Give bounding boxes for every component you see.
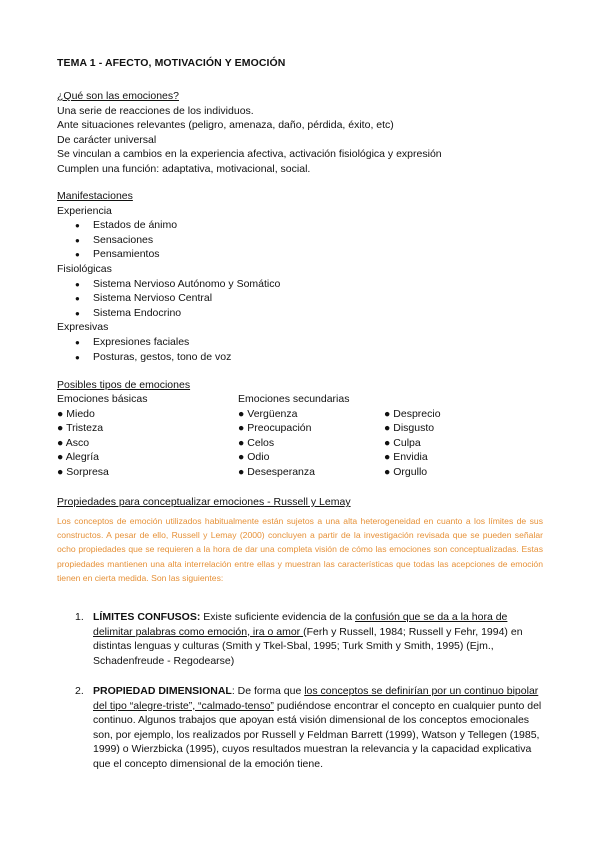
item-underlined-text: los conceptos se definirían por un continuo bipolar del tipo “alegre-triste”, “calmado-tenso” — [93, 685, 539, 712]
what-line: Cumplen una función: adaptativa, motivacional, social. — [57, 162, 311, 175]
list-item: ● Disgusto — [384, 422, 435, 435]
list-item: ● Posturas, gestos, tono de voz — [57, 350, 557, 365]
list-item: ● Sensaciones — [57, 233, 557, 248]
list-item: ● Sistema Endocrino — [57, 306, 557, 321]
list-item: ● Sistema Nervioso Autónomo y Somático — [57, 277, 557, 292]
item-title: PROPIEDAD DIMENSIONAL — [93, 685, 232, 697]
what-line: De carácter universal — [57, 133, 157, 146]
what-heading: ¿Qué son las emociones? — [57, 90, 179, 102]
list-item: ● Alegría — [57, 451, 99, 464]
group-label: Experiencia — [57, 204, 112, 217]
item-number: 2. — [75, 685, 84, 697]
manifestations-heading: Manifestaciones — [57, 190, 133, 202]
secondary-emotions-column-a — [238, 392, 349, 480]
what-line: Una serie de reacciones de los individuos. — [57, 104, 254, 117]
property-item — [57, 684, 543, 772]
item-title: LÍMITES CONFUSOS: — [93, 611, 201, 623]
what-section — [57, 89, 557, 177]
list-item: ● Culpa — [384, 436, 421, 449]
types-section — [57, 378, 557, 393]
page-title: TEMA 1 - AFECTO, MOTIVACIÓN Y EMOCIÓN — [57, 57, 286, 69]
item-text: pudiéndose encontrar el concepto en cualquier punto del continuo. Algunos trabajos que apoyan está visión dimensional de los conceptos emocionales son, por ejemplo, los realizados por Russell y Feldman Barrett (1999), Watson y Tellegen (1985, 1999) o Wierzbicka (1995), cuyos resultados muestran la relevancia y la capacidad explicativa que el concepto dimensional de la emoción tiene. — [93, 699, 542, 770]
properties-heading: Propiedades para conceptualizar emociones - Russell y Lemay — [57, 496, 351, 508]
list-item: ● Pensamientos — [57, 247, 557, 262]
group-label: Fisiológicas — [57, 262, 112, 275]
basic-emotions-column — [57, 392, 147, 480]
list-item: ● Vergüenza — [238, 407, 298, 420]
secondary-emotions-column-b — [384, 407, 441, 480]
types-heading: Posibles tipos de emociones — [57, 379, 191, 391]
list-item: ● Desesperanza — [238, 465, 315, 478]
list-item: ● Tristeza — [57, 422, 104, 435]
list-item: ● Orgullo — [384, 465, 428, 478]
list-item: ● Miedo — [57, 407, 95, 420]
item-text: Existe suficiente evidencia de la — [200, 611, 356, 623]
column-label: Emociones secundarias — [238, 393, 350, 405]
list-item: ● Celos — [238, 436, 275, 449]
properties-section — [57, 495, 557, 510]
list-item: ● Asco — [57, 436, 90, 449]
list-item: ● Preocupación — [238, 422, 312, 435]
list-item: ● Desprecio — [384, 407, 441, 420]
item-number: 1. — [75, 611, 84, 623]
list-item: ● Envidia — [384, 451, 428, 464]
column-label: Emociones básicas — [57, 393, 148, 405]
list-item: ● Odio — [238, 451, 270, 464]
list-item: ● Sistema Nervioso Central — [57, 291, 557, 306]
what-line: Se vinculan a cambios en la experiencia afectiva, activación fisiológica y expresión — [57, 148, 442, 161]
manifestations-section — [57, 189, 557, 364]
list-item: ● Sorpresa — [57, 465, 109, 478]
group-label: Expresivas — [57, 321, 109, 334]
item-underlined-text: confusión que se da a la hora de delimitar palabras como emoción, ira o amor — [93, 611, 508, 638]
list-item: ● Estados de ánimo — [57, 218, 557, 233]
item-text: (Ferh y Russell, 1984; Russell y Fehr, 1994) en distintas lenguas y culturas (Smith y Tkel-Sbal, 1995; Turk Smith y Smith, 1995) (Ejm., Schadenfreude - Regodearse) — [93, 625, 523, 667]
item-text: : De forma que — [231, 685, 305, 697]
list-item: ● Expresiones faciales — [57, 335, 557, 350]
property-item — [57, 610, 543, 668]
what-line: Ante situaciones relevantes (peligro, amenaza, daño, pérdida, éxito, etc) — [57, 119, 394, 132]
properties-intro: Los conceptos de emoción utilizados habitualmente están sujetos a una alta heterogeneidad en cuanto a los límites de sus constructos. A pesar de ello, Russell y Lemay (2000) concluyen a partir de la investigación revisada que se pueden señalar ocho propiedades que se requieren a la hora de dar una completa visión de cómo las emociones son conceptualizadas. Estas propiedades mantienen una alta interrelación entre ellas y muestran las características que todas las acepciones de emoción tienen en cierta medida. Son las siguientes: — [57, 516, 543, 583]
